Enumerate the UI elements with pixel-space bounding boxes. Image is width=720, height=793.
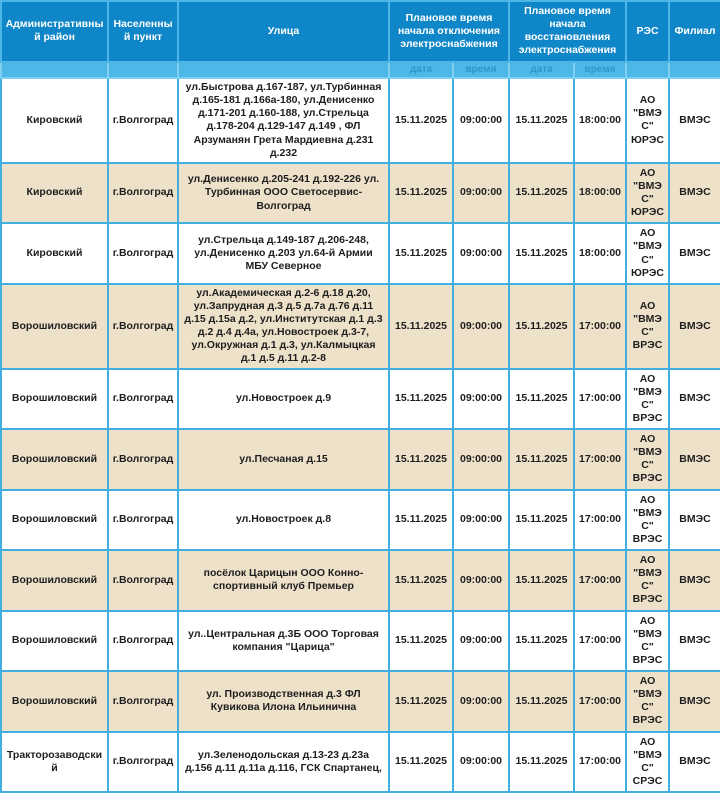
cell-outage-time: 09:00:00 <box>453 732 509 793</box>
subheader-outage-date: дата <box>389 62 453 79</box>
table-row <box>1 163 720 224</box>
cell-res: АО "ВМЭС" ЮРЭС <box>626 163 669 224</box>
cell-outage-date: 15.11.2025 <box>389 732 453 793</box>
cell-outage-date: 15.11.2025 <box>389 163 453 224</box>
cell-restore-date: 15.11.2025 <box>509 369 574 430</box>
cell-res: АО "ВМЭС" ВРЭС <box>626 369 669 430</box>
cell-branch: ВМЭС <box>669 223 720 284</box>
cell-branch: ВМЭС <box>669 550 720 611</box>
cell-settlement: г.Волгоград <box>108 550 178 611</box>
cell-branch: ВМЭС <box>669 284 720 369</box>
cell-restore-date: 15.11.2025 <box>509 732 574 793</box>
table-body <box>1 78 720 792</box>
cell-branch: ВМЭС <box>669 732 720 793</box>
cell-outage-time: 09:00:00 <box>453 369 509 430</box>
cell-restore-date: 15.11.2025 <box>509 163 574 224</box>
cell-settlement: г.Волгоград <box>108 163 178 224</box>
cell-restore-time: 17:00:00 <box>574 369 626 430</box>
subheader-empty-settlement <box>108 62 178 79</box>
cell-street: ул.Денисенко д.205-241 д.192-226 ул. Турбинная ООО Светосервис-Волгоград <box>178 163 389 224</box>
cell-settlement: г.Волгоград <box>108 429 178 490</box>
cell-restore-date: 15.11.2025 <box>509 611 574 672</box>
cell-res: АО "ВМЭС" ВРЭС <box>626 611 669 672</box>
cell-res: АО "ВМЭС" ВРЭС <box>626 490 669 551</box>
cell-street: ул. Производственная д.3 ФЛ Кувикова Илона Ильинична <box>178 671 389 732</box>
cell-district: Ворошиловский <box>1 611 108 672</box>
table-subheader <box>1 62 720 79</box>
cell-district: Ворошиловский <box>1 671 108 732</box>
cell-street: посёлок Царицын ООО Конно-спортивный клуб Премьер <box>178 550 389 611</box>
subheader-restore-date: дата <box>509 62 574 79</box>
cell-settlement: г.Волгоград <box>108 369 178 430</box>
cell-street: ул.Академическая д.2-6 д.18 д.20, ул.Запрудная д.3 д.5 д.7а д.76 д.11 д.15 д.15а д.2, ул.Институтская д.1 д.3 д.2 д.4 д.4а, ул.Новостроек д.3-7, ул.Окружная д.1 д.3, ул.Калмыцкая д.1 д.5 д.11 д.2-8 <box>178 284 389 369</box>
cell-settlement: г.Волгоград <box>108 490 178 551</box>
cell-outage-time: 09:00:00 <box>453 550 509 611</box>
subheader-empty-res <box>626 62 669 79</box>
cell-restore-date: 15.11.2025 <box>509 429 574 490</box>
table-row <box>1 671 720 732</box>
cell-restore-date: 15.11.2025 <box>509 671 574 732</box>
cell-street: ул.Новостроек д.8 <box>178 490 389 551</box>
cell-restore-time: 18:00:00 <box>574 223 626 284</box>
table-row <box>1 369 720 430</box>
subheader-restore-time: время <box>574 62 626 79</box>
table-row <box>1 223 720 284</box>
cell-outage-time: 09:00:00 <box>453 429 509 490</box>
cell-outage-date: 15.11.2025 <box>389 550 453 611</box>
cell-street: ул.Стрельца д.149-187 д.206-248, ул.Денисенко д.203 ул.64-й Армии МБУ Северное <box>178 223 389 284</box>
table-row <box>1 732 720 793</box>
cell-res: АО "ВМЭС" ВРЭС <box>626 550 669 611</box>
cell-restore-time: 17:00:00 <box>574 611 626 672</box>
cell-branch: ВМЭС <box>669 369 720 430</box>
cell-restore-time: 17:00:00 <box>574 284 626 369</box>
cell-outage-time: 09:00:00 <box>453 223 509 284</box>
header-restore-start: Плановое время начала восстановления электроснабжения <box>509 1 626 62</box>
cell-settlement: г.Волгоград <box>108 78 178 163</box>
cell-district: Кировский <box>1 223 108 284</box>
cell-branch: ВМЭС <box>669 490 720 551</box>
header-district: Административный район <box>1 1 108 62</box>
cell-district: Кировский <box>1 163 108 224</box>
cell-settlement: г.Волгоград <box>108 284 178 369</box>
header-branch: Филиал <box>669 1 720 62</box>
cell-restore-date: 15.11.2025 <box>509 550 574 611</box>
cell-settlement: г.Волгоград <box>108 611 178 672</box>
cell-restore-date: 15.11.2025 <box>509 490 574 551</box>
cell-outage-time: 09:00:00 <box>453 611 509 672</box>
cell-res: АО "ВМЭС" СРЭС <box>626 732 669 793</box>
subheader-empty-street <box>178 62 389 79</box>
cell-restore-time: 17:00:00 <box>574 550 626 611</box>
cell-settlement: г.Волгоград <box>108 671 178 732</box>
cell-restore-date: 15.11.2025 <box>509 78 574 163</box>
header-street: Улица <box>178 1 389 62</box>
table-row <box>1 284 720 369</box>
cell-street: ул.Зеленодольская д.13-23 д.23а д.156 д.11 д.11а д.116, ГСК Спартанец, <box>178 732 389 793</box>
subheader-empty-district <box>1 62 108 79</box>
cell-res: АО "ВМЭС" ВРЭС <box>626 429 669 490</box>
cell-outage-date: 15.11.2025 <box>389 490 453 551</box>
cell-outage-time: 09:00:00 <box>453 284 509 369</box>
header-outage-start: Плановое время начала отключения электроснабжения <box>389 1 509 62</box>
table-header <box>1 1 720 78</box>
cell-restore-time: 18:00:00 <box>574 78 626 163</box>
cell-outage-time: 09:00:00 <box>453 163 509 224</box>
cell-street: ул.Быстрова д.167-187, ул.Турбинная д.165-181 д.166а-180, ул.Денисенко д.171-201 д.160-188, ул.Стрельца д.178-204 д.129-147 д.149 , ФЛ Арзуманян Грета Мардиевна д.231 д.232 <box>178 78 389 163</box>
cell-branch: ВМЭС <box>669 611 720 672</box>
cell-branch: ВМЭС <box>669 671 720 732</box>
cell-street: ул..Центральная д.3Б ООО Торговая компания "Царица" <box>178 611 389 672</box>
header-settlement: Населенный пункт <box>108 1 178 62</box>
cell-street: ул.Песчаная д.15 <box>178 429 389 490</box>
cell-district: Кировский <box>1 78 108 163</box>
cell-settlement: г.Волгоград <box>108 223 178 284</box>
cell-res: АО "ВМЭС" ЮРЭС <box>626 223 669 284</box>
cell-res: АО "ВМЭС" ВРЭС <box>626 284 669 369</box>
cell-restore-time: 18:00:00 <box>574 163 626 224</box>
cell-res: АО "ВМЭС" ЮРЭС <box>626 78 669 163</box>
table-row <box>1 78 720 163</box>
cell-outage-time: 09:00:00 <box>453 490 509 551</box>
cell-district: Тракторозаводский <box>1 732 108 793</box>
cell-outage-date: 15.11.2025 <box>389 78 453 163</box>
cell-restore-date: 15.11.2025 <box>509 223 574 284</box>
table-row <box>1 490 720 551</box>
subheader-empty-branch <box>669 62 720 79</box>
cell-outage-date: 15.11.2025 <box>389 369 453 430</box>
cell-branch: ВМЭС <box>669 78 720 163</box>
cell-street: ул.Новостроек д.9 <box>178 369 389 430</box>
cell-district: Ворошиловский <box>1 369 108 430</box>
cell-settlement: г.Волгоград <box>108 732 178 793</box>
cell-outage-date: 15.11.2025 <box>389 223 453 284</box>
cell-restore-time: 17:00:00 <box>574 671 626 732</box>
cell-res: АО "ВМЭС" ВРЭС <box>626 671 669 732</box>
cell-restore-time: 17:00:00 <box>574 429 626 490</box>
table-row <box>1 550 720 611</box>
cell-district: Ворошиловский <box>1 550 108 611</box>
table-row <box>1 429 720 490</box>
cell-district: Ворошиловский <box>1 284 108 369</box>
cell-outage-date: 15.11.2025 <box>389 611 453 672</box>
cell-outage-date: 15.11.2025 <box>389 429 453 490</box>
cell-district: Ворошиловский <box>1 429 108 490</box>
cell-branch: ВМЭС <box>669 163 720 224</box>
table-row <box>1 611 720 672</box>
subheader-outage-time: время <box>453 62 509 79</box>
cell-restore-time: 17:00:00 <box>574 490 626 551</box>
header-res: РЭС <box>626 1 669 62</box>
cell-restore-date: 15.11.2025 <box>509 284 574 369</box>
cell-outage-time: 09:00:00 <box>453 671 509 732</box>
cell-outage-date: 15.11.2025 <box>389 284 453 369</box>
cell-district: Ворошиловский <box>1 490 108 551</box>
cell-outage-time: 09:00:00 <box>453 78 509 163</box>
cell-branch: ВМЭС <box>669 429 720 490</box>
cell-restore-time: 17:00:00 <box>574 732 626 793</box>
cell-outage-date: 15.11.2025 <box>389 671 453 732</box>
